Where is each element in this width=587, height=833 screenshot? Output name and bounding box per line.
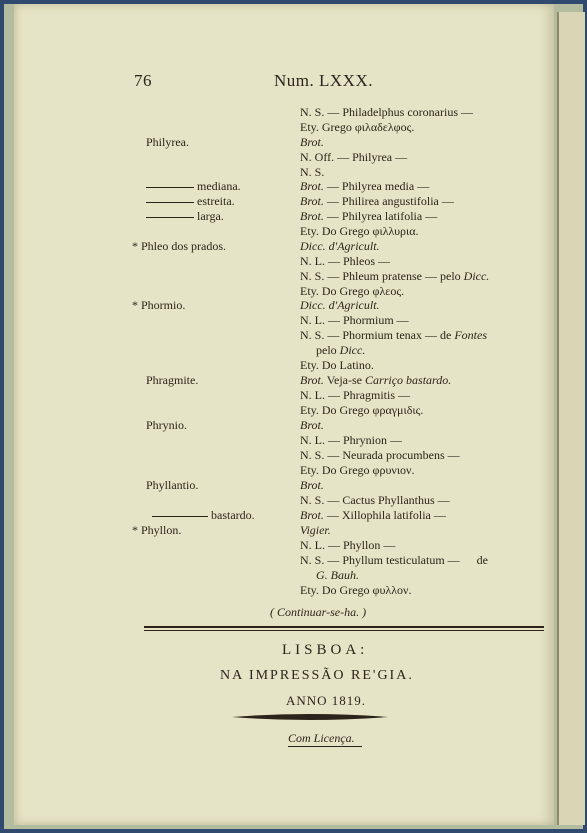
entry-line: N. L. — Phormium — <box>300 313 409 327</box>
headword-phleo: * Phleo dos prados. <box>132 239 226 253</box>
subhead-line <box>152 508 255 522</box>
double-rule-top <box>144 626 544 628</box>
entry-line: Ety. Do Grego φυλλον. <box>300 583 412 597</box>
headword-phyllantio: Phyllantio. <box>146 478 199 492</box>
entry-line: N. S. — Phleum pratense — pelo Dicc. <box>300 269 490 283</box>
entry-line: N. S. — Neurada procumbens — <box>300 448 460 462</box>
imprint-press: NA IMPRESSÃO RE'GIA. <box>220 668 414 683</box>
imprint-year: ANNO 1819. <box>286 693 367 708</box>
entry-line: Dicc. d'Agricult. <box>300 239 380 253</box>
adjacent-page-edge <box>557 12 585 825</box>
entry-line: G. Bauh. <box>316 568 359 582</box>
entry-line: N. L. — Phragmitis — <box>300 388 410 402</box>
licence-underline <box>288 746 362 747</box>
book-page <box>14 4 554 825</box>
entry-line: Brot. — Philirea angustifolia — <box>300 194 454 208</box>
continuation-note: ( Continuar-se-ha. ) <box>270 605 367 619</box>
entry-line: Brot. Veja-se Carriço bastardo. <box>300 373 452 387</box>
entry-line: N. S. — Phyllum testiculatum — de <box>300 553 488 567</box>
entry-line: Ety. Do Grego φραγμιδις. <box>300 403 424 417</box>
entry-line: N. S. — Cactus Phyllanthus — <box>300 493 450 507</box>
subhead-line <box>146 209 224 223</box>
subhead-mediana: mediana. <box>197 179 241 193</box>
entry-line: pelo Dicc. <box>316 343 366 357</box>
entry-line: Brot. <box>300 135 324 149</box>
page-title: Num. LXXX. <box>274 71 373 90</box>
ornamental-rule <box>230 712 390 722</box>
entry-line: N. L. — Phyllon — <box>300 538 396 552</box>
entry-line: Brot. — Xillophila latifolia — <box>300 508 446 522</box>
imprint-licence: Com Licença. <box>288 731 355 745</box>
subhead-bastardo: bastardo. <box>211 508 255 522</box>
entry-line: Brot. <box>300 418 324 432</box>
headword-phrynio: Phrynio. <box>146 418 188 432</box>
entry-line: Brot. — Philyrea media — <box>300 179 430 193</box>
subhead-line <box>146 194 235 208</box>
subhead-larga: larga. <box>197 209 224 223</box>
entry-line: N. L. — Phrynion — <box>300 433 402 447</box>
entry-line: Brot. <box>300 478 324 492</box>
entry-line: Ety. Do Latino. <box>300 358 374 372</box>
entry-line: N. Off. — Philyrea — <box>300 150 408 164</box>
entry-line: N. L. — Phleos — <box>300 254 390 268</box>
entry-line: Ety. Grego φιλαδελφος. <box>300 120 415 134</box>
headword-phyllon: * Phyllon. <box>132 523 182 537</box>
entry-line: Dicc. d'Agricult. <box>300 298 380 312</box>
entry-line: Brot. — Philyrea latifolia — <box>300 209 438 223</box>
double-rule-bottom <box>144 630 544 631</box>
entry-line: Ety. Do Grego φλεος. <box>300 284 405 298</box>
subhead-line <box>146 179 241 193</box>
subhead-estreita: estreita. <box>197 194 235 208</box>
entry-line: Ety. Do Grego φρυνιον. <box>300 463 415 477</box>
entry-line: Vigier. <box>300 523 331 537</box>
imprint-city: LISBOA: <box>282 642 369 658</box>
headword-philyrea: Philyrea. <box>146 135 189 149</box>
page-number: 76 <box>134 71 152 90</box>
entry-line: N. S. — Philadelphus coronarius — <box>300 105 473 119</box>
entry-line: N. S. <box>300 165 325 179</box>
entry-line: N. S. — Phormium tenax — de Fontes <box>300 328 487 342</box>
entry-line: Ety. Do Grego φιλλυρια. <box>300 224 419 238</box>
headword-phormio: * Phormio. <box>132 298 186 312</box>
headword-phragmite: Phragmite. <box>146 373 199 387</box>
